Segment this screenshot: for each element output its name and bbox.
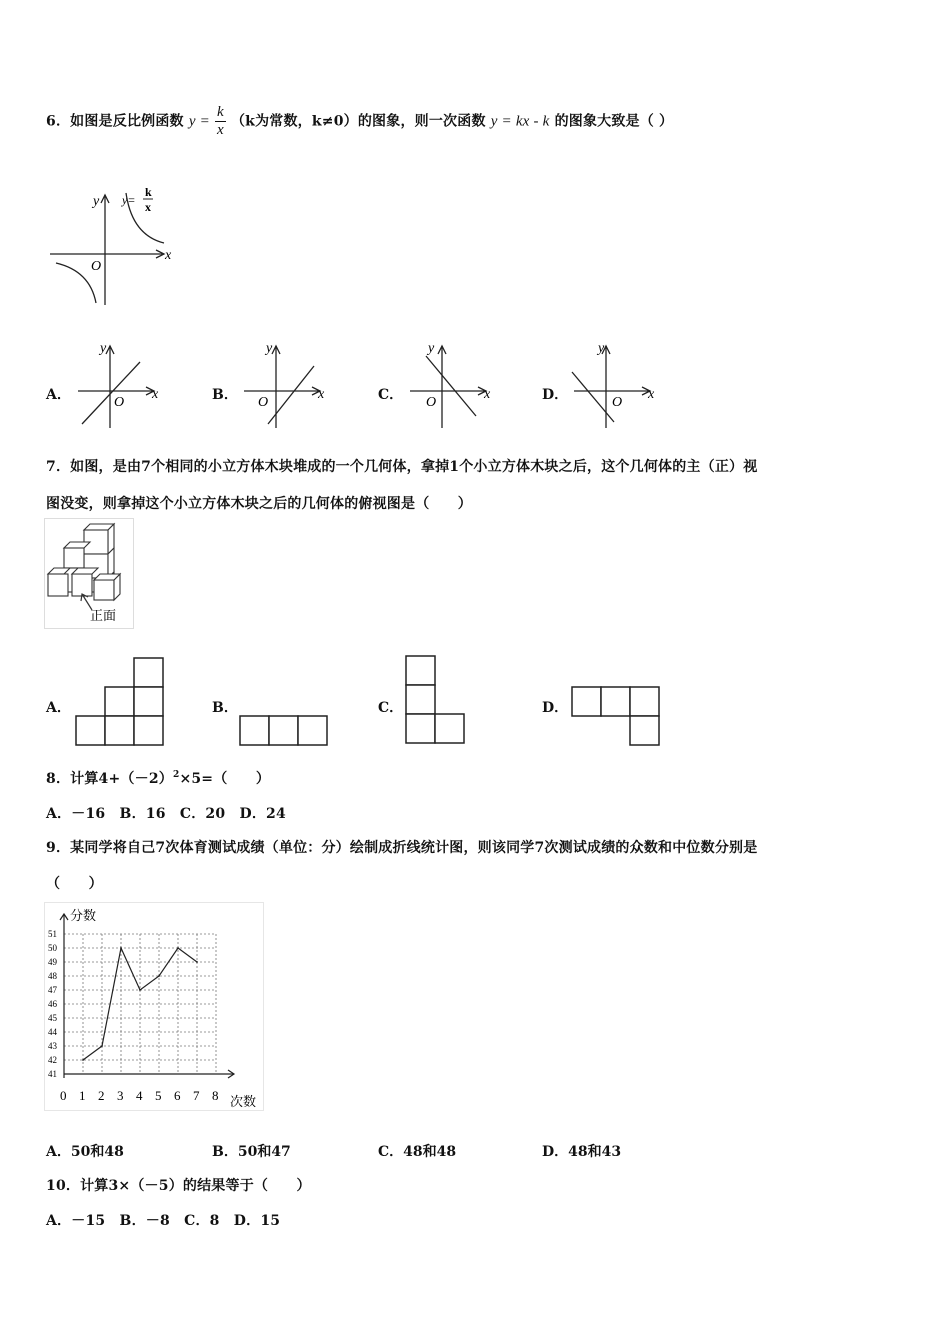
y-tick-label: 48 xyxy=(48,971,57,981)
x-tick-label: 4 xyxy=(136,1088,143,1103)
q6-option-d-label[interactable]: D． xyxy=(542,387,569,403)
axis-label-x: x xyxy=(152,387,159,402)
y-axis-label: 分数 xyxy=(70,908,97,923)
q7-option-b-label[interactable]: B． xyxy=(212,700,238,716)
q9-option-b[interactable]: B．50和47 xyxy=(212,1144,291,1160)
data-point xyxy=(82,1059,84,1061)
q6-option-b-label[interactable]: B． xyxy=(212,387,238,403)
axis-label-origin: O xyxy=(258,395,269,410)
axis-label-y: y xyxy=(428,341,435,356)
y-tick-label: 43 xyxy=(48,1041,57,1051)
data-point xyxy=(139,989,141,991)
graph-label-x: x xyxy=(165,248,172,263)
data-point xyxy=(158,975,160,977)
graph-label-origin: O xyxy=(91,259,102,274)
x-tick-label: 1 xyxy=(79,1088,86,1103)
question-8-options[interactable]: A．－16 B．16 C．20 D．24 xyxy=(46,806,286,822)
data-point xyxy=(177,947,179,949)
y-tick-label: 42 xyxy=(48,1055,57,1065)
x-tick-label: 8 xyxy=(212,1088,219,1103)
question-7-line1: 7．如图，是由7个相同的小立方体木块堆成的一个几何体，拿掉1个小立方体木块之后，这个几何体的主（正）视 xyxy=(46,459,758,475)
question-8-text: 8．计算$4+(-2)^2\times 5=$（ ） xyxy=(46,770,271,787)
axis-label-x: x xyxy=(648,387,655,402)
question-10-options[interactable]: A．－15 B．－8 C．8 D．15 xyxy=(46,1213,281,1229)
axis-label-y: y xyxy=(100,341,107,356)
y-tick-label: 44 xyxy=(48,1027,57,1037)
curve-label-den: x xyxy=(145,200,151,214)
data-point xyxy=(101,1045,103,1047)
q9-option-d[interactable]: D．48和43 xyxy=(542,1144,622,1160)
y-tick-label: 46 xyxy=(48,999,57,1009)
y-tick-label: 51 xyxy=(48,929,57,939)
data-point xyxy=(196,961,198,963)
cube-stack-figure xyxy=(44,518,136,630)
y-tick-label: 49 xyxy=(48,957,57,967)
q9-option-a[interactable]: A．50和48 xyxy=(46,1144,124,1160)
curve-label: y= xyxy=(122,193,136,207)
q6-option-a-label[interactable]: A． xyxy=(46,387,71,403)
y-tick-label: 41 xyxy=(48,1069,57,1079)
axis-label-origin: O xyxy=(114,395,125,410)
x-tick-label: 5 xyxy=(155,1088,162,1103)
q7-option-d-topview[interactable] xyxy=(568,683,664,749)
axis-label-origin: O xyxy=(612,395,623,410)
question-9-line2: （ ） xyxy=(46,876,103,892)
q7-option-d-label[interactable]: D． xyxy=(542,700,569,716)
y-tick-label: 50 xyxy=(48,943,57,953)
y-tick-label: 45 xyxy=(48,1013,57,1023)
axis-label-y: y xyxy=(266,341,273,356)
front-label: 正面 xyxy=(90,608,117,623)
curve-label-num: k xyxy=(145,185,152,199)
x-axis-label: 次数 xyxy=(230,1094,257,1109)
q7-option-a-label[interactable]: A． xyxy=(46,700,71,716)
x-tick-label: 0 xyxy=(60,1088,67,1103)
axis-label-x: x xyxy=(318,387,325,402)
q6-option-c-graph[interactable] xyxy=(404,340,496,430)
q6-option-d-graph[interactable] xyxy=(568,340,660,430)
x-tick-label: 2 xyxy=(98,1088,105,1103)
question-10-text: 10．计算3×（－5）的结果等于（ ） xyxy=(46,1178,311,1194)
score-line-chart xyxy=(44,902,268,1112)
q7-option-c-label[interactable]: C． xyxy=(378,700,404,716)
axis-label-y: y xyxy=(598,341,605,356)
x-tick-label: 7 xyxy=(193,1088,200,1103)
x-tick-label: 3 xyxy=(117,1088,124,1103)
x-tick-label: 6 xyxy=(174,1088,181,1103)
axis-label-x: x xyxy=(484,387,491,402)
question-6-text: 6．如图是反比例函数 y = $\frac{k}{x}$ （k为常数，k≠0）的图象，则一次函数 y = kx - k 的图象大致是（ ） xyxy=(46,104,674,138)
q7-option-b-topview[interactable] xyxy=(236,712,332,748)
hyperbola-graph xyxy=(46,185,176,310)
axis-label-origin: O xyxy=(426,395,437,410)
q9-option-c[interactable]: C．48和48 xyxy=(378,1144,457,1160)
question-7-line2: 图没变，则拿掉这个小立方体木块之后的几何体的俯视图是（ ） xyxy=(46,496,472,512)
q7-option-c-topview[interactable] xyxy=(402,652,470,748)
graph-label-y: y xyxy=(93,194,100,209)
data-point xyxy=(120,947,122,949)
q6-option-b-graph[interactable] xyxy=(238,340,330,430)
fraction-k-over-x: $\frac{k}{x}$ xyxy=(217,104,224,138)
question-9-line1: 9．某同学将自己7次体育测试成绩（单位：分）绘制成折线统计图，则该同学7次测试成绩的众数和中位数分别是 xyxy=(46,840,758,856)
q6-option-c-label[interactable]: C． xyxy=(378,387,404,403)
q7-option-a-topview[interactable] xyxy=(72,654,168,748)
q6-option-a-graph[interactable] xyxy=(72,340,164,430)
y-tick-label: 47 xyxy=(48,985,57,995)
